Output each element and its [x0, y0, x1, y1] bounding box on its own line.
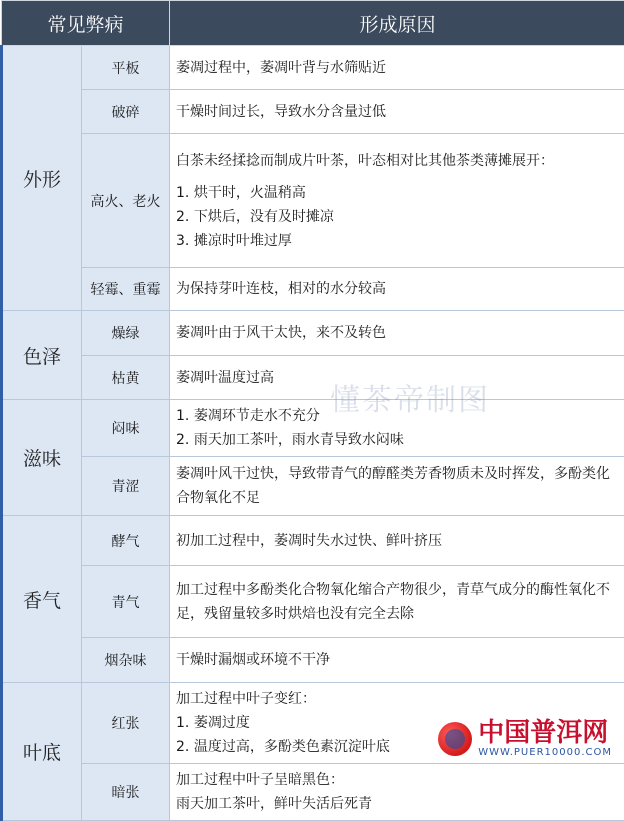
logo-name: 中国普洱网	[478, 719, 612, 747]
header-row	[2, 1, 624, 46]
cause-cell	[170, 638, 624, 683]
defect-cell: 枯黄	[82, 356, 170, 400]
table-row	[2, 134, 624, 268]
cause-line: 加工过程中叶子呈暗黑色：	[176, 768, 619, 792]
defect-cell: 高火、老火	[82, 134, 170, 268]
category-cell: 滋味	[2, 400, 82, 516]
table-row	[2, 400, 624, 457]
header-defects: 常见弊病	[2, 1, 170, 46]
table-row	[2, 268, 624, 311]
cause-line: 1. 萎凋环节走水不充分	[176, 404, 619, 428]
table-row	[2, 516, 624, 566]
table-row	[2, 566, 624, 638]
cause-line: 雨天加工茶叶，鲜叶失活后死青	[176, 792, 619, 816]
category-cell: 外形	[2, 46, 82, 311]
cause-line: 为保持芽叶连枝，相对的水分较高	[176, 277, 619, 301]
table-row	[2, 90, 624, 134]
table-row	[2, 311, 624, 356]
cause-line: 萎凋叶风干过快，导致带青气的醇醛类芳香物质未及时挥发，多酚类化合物氧化不足	[176, 462, 619, 510]
cause-cell	[170, 516, 624, 566]
cause-cell	[170, 457, 624, 516]
category-cell: 香气	[2, 516, 82, 683]
logo-url: WWW.PUER10000.COM	[478, 747, 612, 759]
cause-line: 萎凋过程中，萎凋叶背与水筛贴近	[176, 56, 619, 80]
table-row	[2, 356, 624, 400]
cause-line: 加工过程中叶子变红：	[176, 687, 619, 711]
table-row	[2, 457, 624, 516]
defect-cell: 轻霉、重霉	[82, 268, 170, 311]
cause-line: 萎凋叶温度过高	[176, 366, 619, 390]
cause-line: 2. 雨天加工茶叶，雨水青导致水闷味	[176, 428, 619, 452]
category-cell: 叶底	[2, 683, 82, 821]
site-logo	[434, 717, 616, 761]
defect-cell: 闷味	[82, 400, 170, 457]
cause-cell	[170, 356, 624, 400]
cause-cell	[170, 311, 624, 356]
cause-cell	[170, 400, 624, 457]
defect-cell: 平板	[82, 46, 170, 90]
cause-line: 1. 烘干时，火温稍高	[176, 181, 619, 205]
cause-line: 白茶未经揉捻而制成片叶茶，叶态相对比其他茶类薄摊展开：	[176, 149, 619, 173]
cause-line: 干燥时间过长，导致水分含量过低	[176, 100, 619, 124]
cause-line: 干燥时漏烟或环境不干净	[176, 648, 619, 672]
cause-line: 加工过程中多酚类化合物氧化缩合产物很少，青草气成分的酶性氧化不足，残留量较多时烘焙也没有完全去除	[176, 578, 619, 626]
cause-cell	[170, 566, 624, 638]
cause-cell	[170, 46, 624, 90]
defect-cell: 青涩	[82, 457, 170, 516]
cause-cell	[170, 764, 624, 821]
cause-cell	[170, 134, 624, 268]
cause-cell	[170, 90, 624, 134]
defect-cell: 烟杂味	[82, 638, 170, 683]
defect-cell: 青气	[82, 566, 170, 638]
cause-line: 3. 摊凉时叶堆过厚	[176, 229, 619, 253]
cause-line: 萎凋叶由于风干太快，来不及转色	[176, 321, 619, 345]
table-row	[2, 764, 624, 821]
defect-cell: 破碎	[82, 90, 170, 134]
defect-cell: 红张	[82, 683, 170, 764]
cause-line: 初加工过程中，萎凋时失水过快、鲜叶挤压	[176, 529, 619, 553]
defect-cell: 暗张	[82, 764, 170, 821]
table-row	[2, 46, 624, 90]
table-row	[2, 638, 624, 683]
defect-cell: 燥绿	[82, 311, 170, 356]
cause-line: 2. 温度过高，多酚类色素沉淀叶底	[176, 735, 619, 759]
cause-cell	[170, 268, 624, 311]
table-body	[2, 46, 624, 821]
category-cell: 色泽	[2, 311, 82, 400]
watermark-text: 懂茶帝制图	[330, 375, 490, 419]
cause-line: 1. 萎凋过度	[176, 711, 619, 735]
globe-icon	[438, 722, 472, 756]
defect-cell: 酵气	[82, 516, 170, 566]
cause-line: 2. 下烘后，没有及时摊凉	[176, 205, 619, 229]
header-causes: 形成原因	[170, 1, 624, 46]
